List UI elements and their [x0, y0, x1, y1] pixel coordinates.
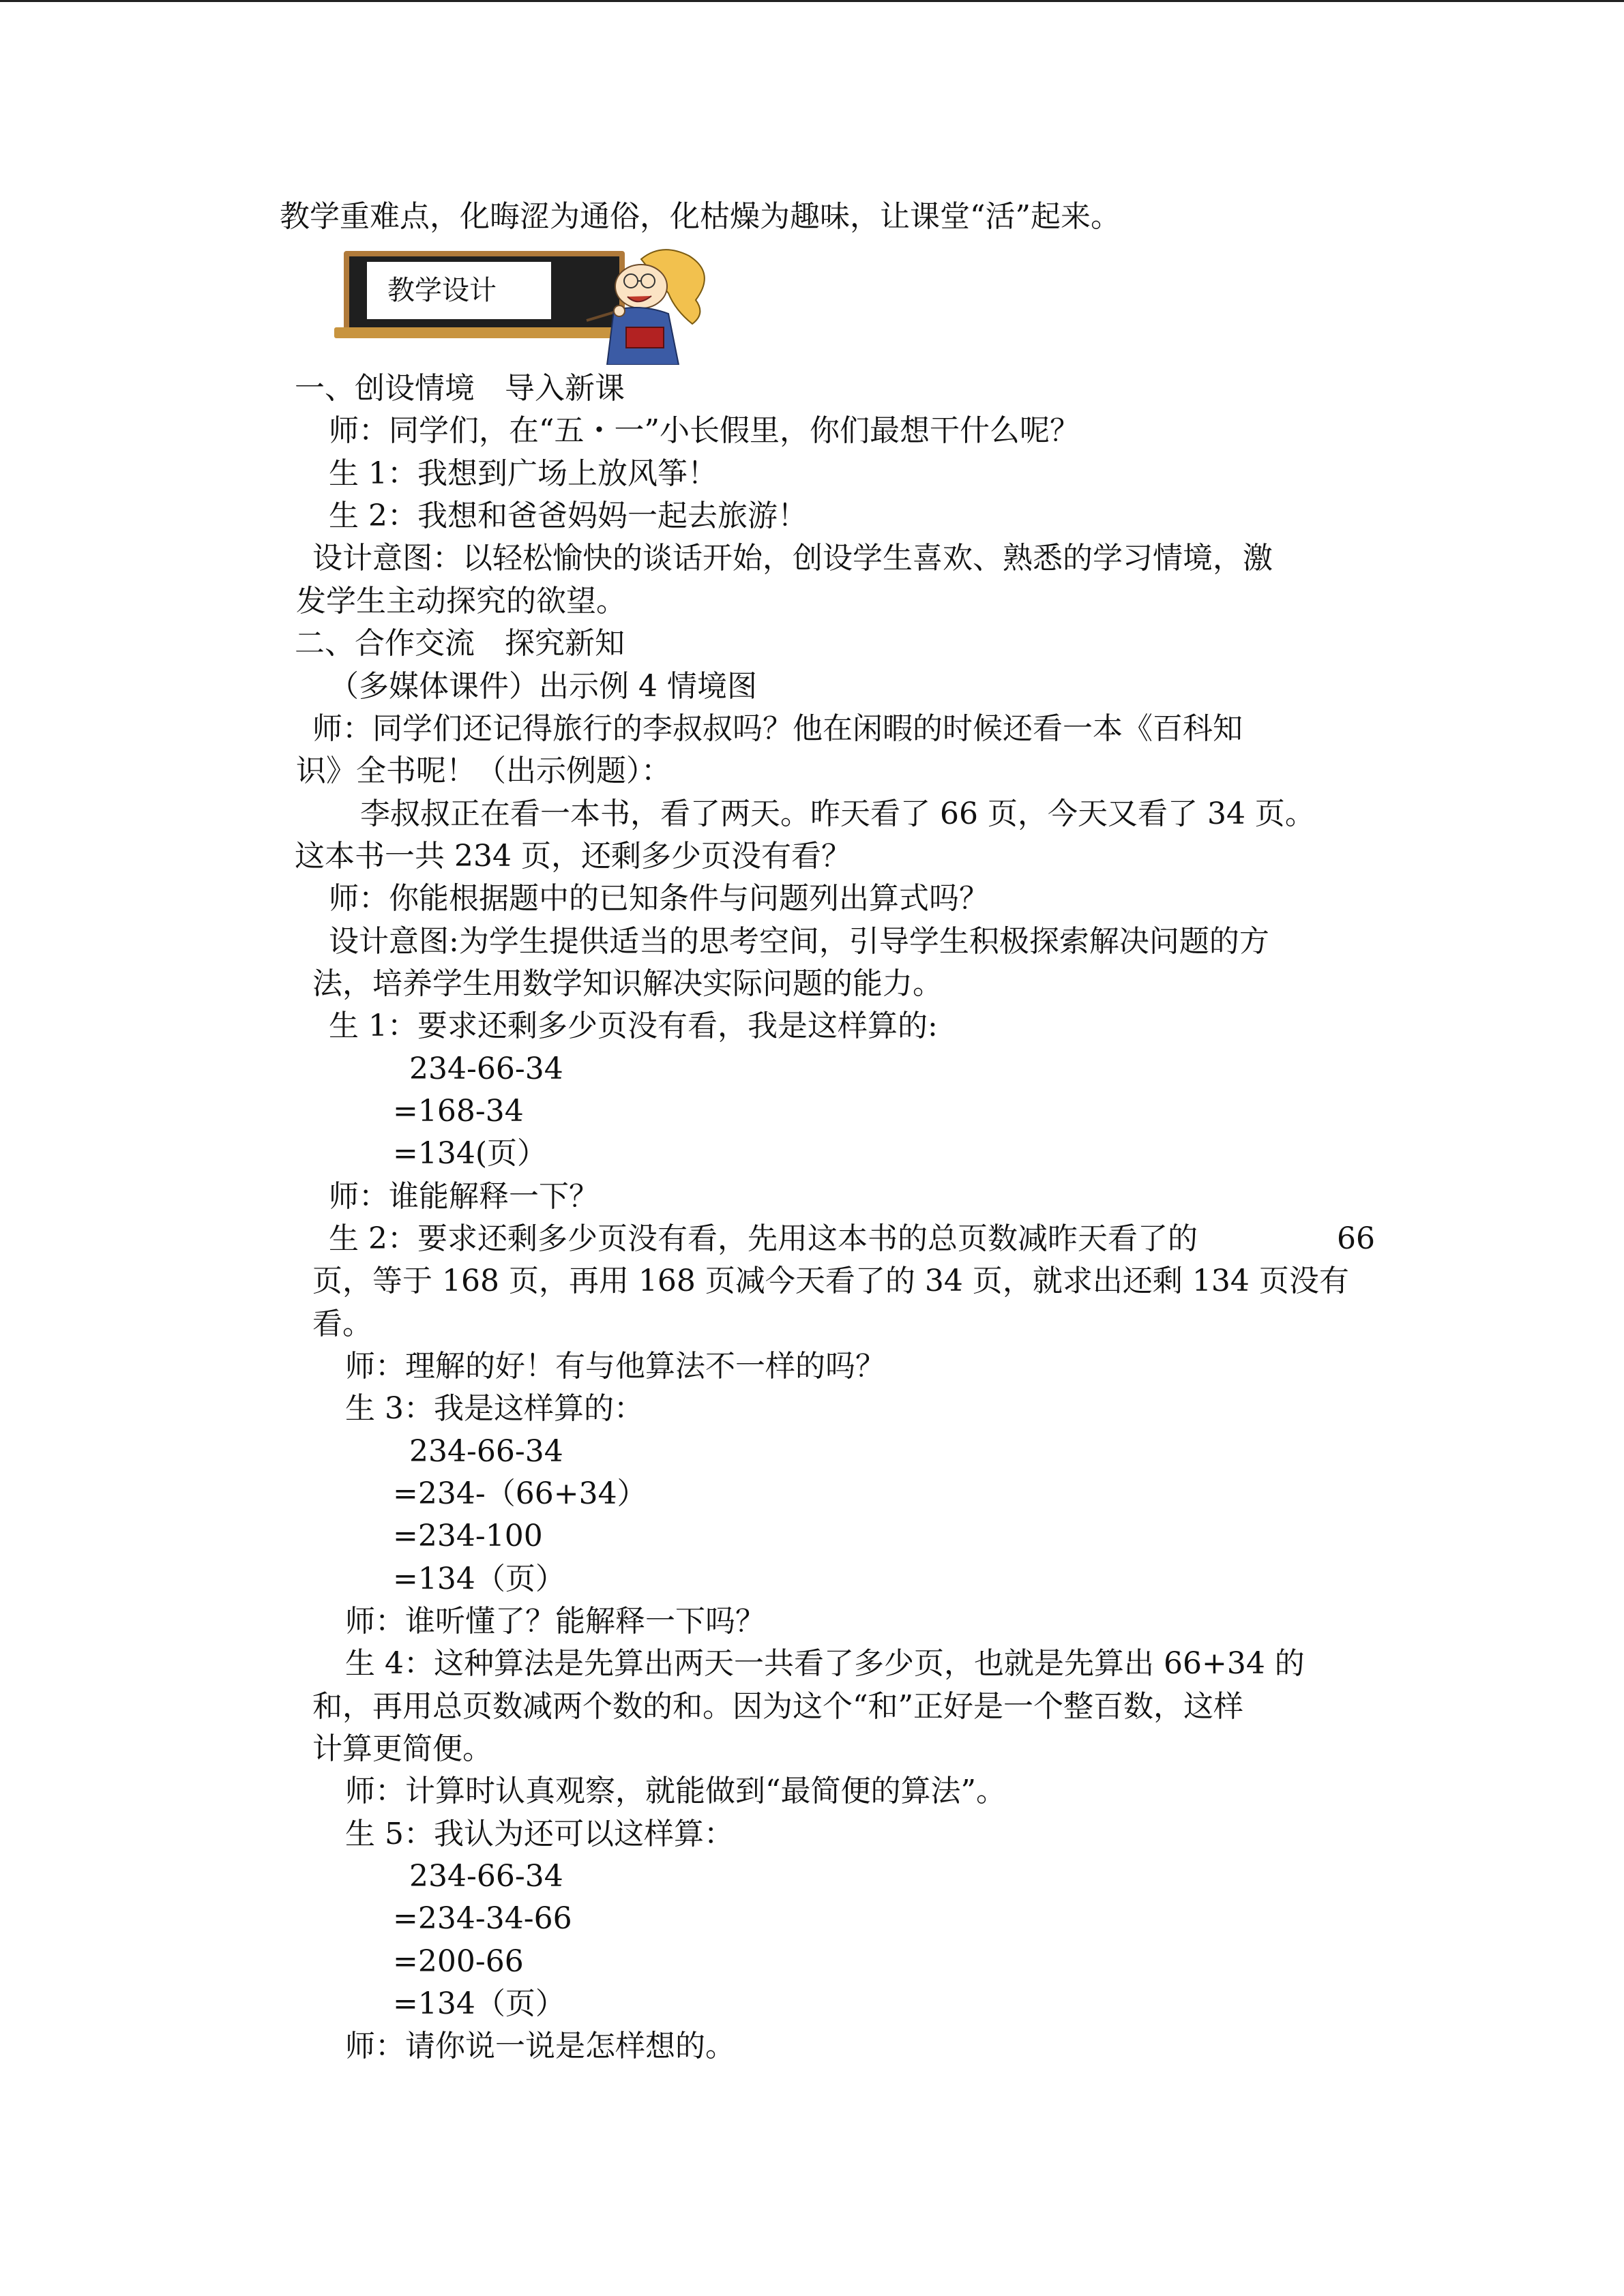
calc-step: =234-100	[393, 1519, 543, 1553]
calc-step: =134(页）	[393, 1136, 548, 1171]
calc-step: =168-34	[393, 1094, 524, 1129]
dialogue-line: 生 1：我想到广场上放风筝！	[329, 456, 718, 491]
dialogue-line: 看。	[312, 1307, 372, 1341]
teaching-design-banner	[334, 245, 716, 365]
dialogue-line: （多媒体课件）出示例 4 情境图	[329, 669, 757, 704]
calc-step: =234-（66+34）	[393, 1476, 647, 1511]
dialogue-line: 计算更简便。	[312, 1731, 492, 1766]
dialogue-line-tail: 66	[1337, 1221, 1375, 1256]
design-intent-line: 设计意图:为学生提供适当的思考空间，引导学生积极探索解决问题的方	[329, 924, 1269, 959]
dialogue-line: 识》全书呢！（出示例题）：	[296, 754, 671, 788]
dialogue-line: 和，再用总页数减两个数的和。因为这个“和”正好是一个整百数，这样	[312, 1689, 1243, 1724]
dialogue-line: 生 2：要求还剩多少页没有看，先用这本书的总页数减昨天看了的	[329, 1221, 1198, 1256]
calc-step: 234-66-34	[409, 1052, 563, 1086]
dialogue-line: 师：计算时认真观察，就能做到“最简便的算法”。	[345, 1774, 1006, 1808]
example-problem-line: 这本书一共 234 页，还剩多少页没有看？	[295, 839, 851, 874]
section-heading-2: 二、合作交流 探究新知	[295, 626, 625, 661]
dialogue-line: 页，等于 168 页，再用 168 页减今天看了的 34 页，就求出还剩 134 页没有	[312, 1264, 1349, 1298]
design-intent-line: 法，培养学生用数学知识解决实际问题的能力。	[312, 966, 943, 1001]
dialogue-line: 生 1：要求还剩多少页没有看，我是这样算的:	[329, 1009, 938, 1043]
calc-step: 234-66-34	[409, 1859, 563, 1894]
dialogue-line: 生 2：我想和爸爸妈妈一起去旅游！	[329, 498, 808, 533]
cartoon-teacher-icon	[559, 245, 716, 365]
dialogue-line: 师：同学们还记得旅行的李叔叔吗？他在闲暇的时候还看一本《百科知	[312, 711, 1243, 746]
dialogue-line: 师：谁能解释一下？	[329, 1179, 599, 1214]
calc-step: =234-34-66	[393, 1901, 572, 1936]
dialogue-line: 师：请你说一说是怎样想的。	[345, 2029, 735, 2063]
dialogue-line: 生 4：这种算法是先算出两天一共看了多少页，也就是先算出 66+34 的	[345, 1646, 1305, 1681]
calc-step: =134（页）	[393, 1986, 565, 2021]
dialogue-line: 生 5：我认为还可以这样算：	[345, 1817, 734, 1851]
design-intent-line: 发学生主动探究的欲望。	[296, 584, 626, 618]
intro-line: 教学重难点，化晦涩为通俗，化枯燥为趣味，让课堂“活”起来。	[280, 199, 1121, 234]
calc-step: =200-66	[393, 1944, 524, 1979]
dialogue-line: 师：谁听懂了？能解释一下吗？	[345, 1604, 765, 1639]
banner-title: 教学设计	[367, 262, 551, 319]
page-top-border	[0, 0, 1624, 2]
calc-step: =134（页）	[393, 1562, 565, 1596]
dialogue-line: 师：你能根据题中的已知条件与问题列出算式吗？	[329, 881, 989, 916]
dialogue-line: 师：理解的好！有与他算法不一样的吗？	[345, 1349, 885, 1384]
section-heading-1: 一、创设情境 导入新课	[295, 371, 625, 406]
example-problem-line: 李叔叔正在看一本书，看了两天。昨天看了 66 页，今天又看了 34 页。	[360, 796, 1315, 831]
calc-step: 234-66-34	[409, 1434, 563, 1469]
dialogue-line: 师：同学们，在“五・一”小长假里，你们最想干什么呢？	[329, 413, 1080, 448]
dialogue-line: 生 3：我是这样算的：	[345, 1391, 644, 1426]
design-intent-line: 设计意图：以轻松愉快的谈话开始，创设学生喜欢、熟悉的学习情境，激	[312, 541, 1273, 576]
